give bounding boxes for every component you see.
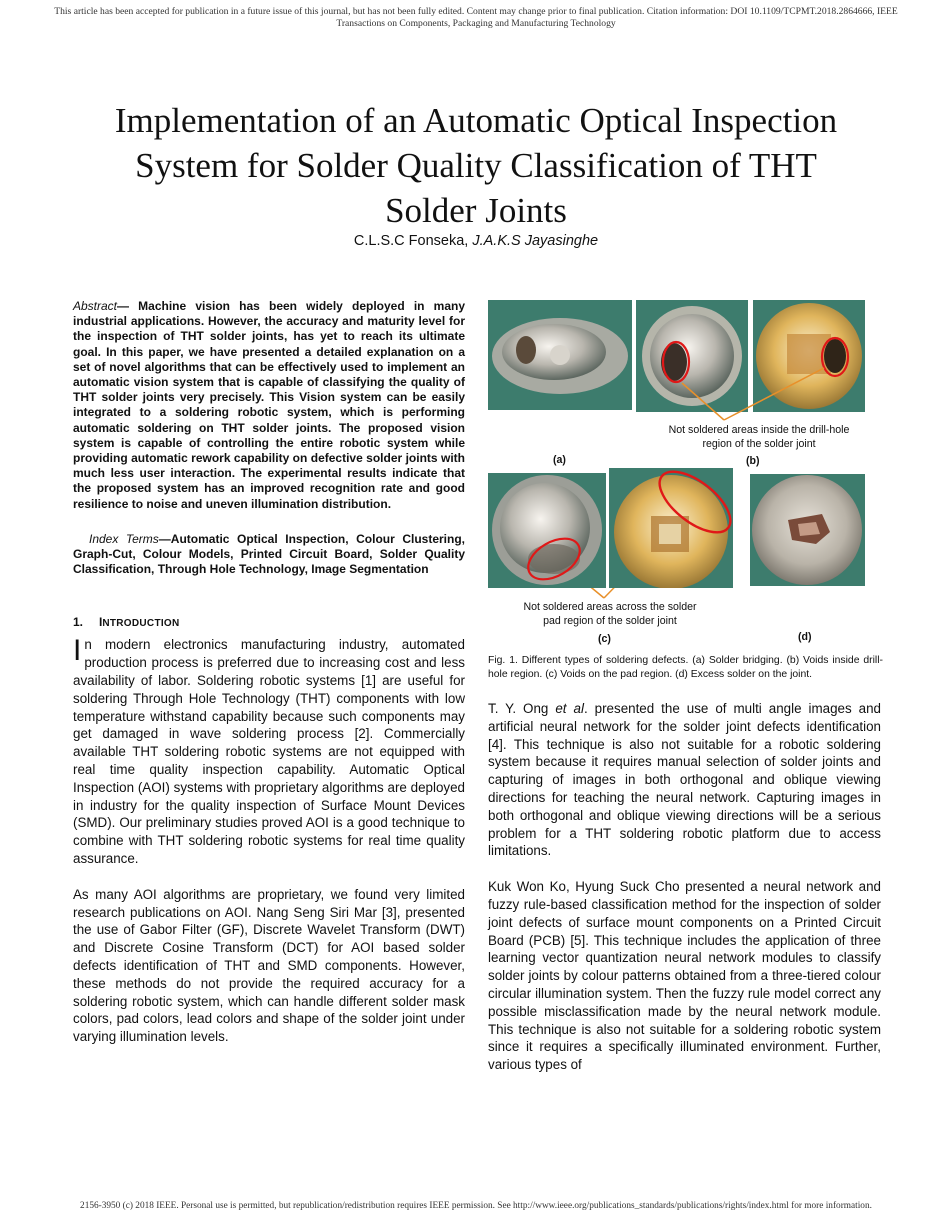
intro-paragraph-1 [73, 636, 465, 867]
annotation-drill-hole-line2: region of the solder joint [702, 438, 816, 450]
intro-paragraph-2: As many AOI algorithms are proprietary, we found very limited research publications on AOI. Nang Seng Siri Mar [3], presented the use of Gabor Filter (GF), Discrete Wavelet Transform (DWT) and Discrete Cosine Transform (DCT) for AOI based solder defects identification of THT and SMD components. However, these methods do not provide the required accuracy for a soldering robotic system, which can handle different solder mask colors, pad colors, lead colors and shape of the solder joint under varying illumination levels. [73, 886, 465, 1045]
left-column [73, 299, 465, 1064]
abstract-label: Abstract [73, 299, 118, 313]
figure-1 [486, 298, 882, 650]
label-c: (c) [598, 633, 611, 645]
author-1: C.L.S.C Fonseka, [353, 233, 473, 249]
right-column [488, 700, 881, 1092]
paper-title: Implementation of an Automatic Optical Inspection System for Solder Quality Classification of THT Solder Joints [114, 101, 838, 230]
annotation-drill-hole [636, 423, 882, 451]
header-note-line1: This article has been accepted for publication in a future issue of this journal, but has not been fully edited. Content may change prior to final publication. Citation information: DOI 10.1109/TCPMT.2018.2864666, IEEE [54, 6, 898, 17]
intro-paragraph-1-text: n modern electronics manufacturing industry, automated production process is preferred due to increasing cost and less availability of labor. Soldering robotic systems [1] are useful for soldering Through Hole Technology (THT) components with low temperature withstand capability because such components may get damaged in wave soldering process [2]. Commercially available THT soldering robotic systems are not equipped with real time quality inspection capability. Automatic Optical Inspection (AOI) systems with proprietary algorithms are deployed in industry for the quality inspection of Surface Mount Devices (SMD). Our preliminary studies proved AOI is a good technique to combine with THT soldering robotic systems for real time quality assurance. [73, 637, 465, 867]
label-b: (b) [746, 455, 760, 467]
label-a: (a) [553, 454, 566, 466]
index-terms-text: Automatic Optical Inspection, Colour Clustering, Graph-Cut, Colour Models, Printed Circuit Board, Solder Quality Classification, Through Hole Technology, Image Segmentation [73, 531, 465, 577]
intro-paragraph-4: Kuk Won Ko, Hyung Suck Cho presented a neural network and fuzzy rule-based classification method for the inspection of solder joint defects of surface mount components on a Printed Circuit Board (PCB) [5]. This technique includes the application of three learning vector quantization neural network modules to classify solder joints by colour patterns obtained from a three-tiered colour circular illumination system. Then the fuzzy rule model correct any possible misclassification made by the neural network module. This technique is also not suitable for a soldering robotic system since it requires a specifically illuminated environment. Further, various types of [488, 879, 881, 1073]
label-d: (d) [798, 631, 812, 643]
index-terms-dash: — [158, 531, 171, 546]
annotation-pad-region-line2: pad region of the solder joint [543, 615, 677, 627]
annotation-pad-region-line1: Not soldered areas across the solder [523, 601, 697, 613]
abstract-dash: — [117, 299, 139, 313]
index-terms-label: Index Terms [89, 531, 159, 546]
section-heading-introduction [73, 615, 465, 629]
photo-c-joint-1 [488, 473, 606, 588]
intro-paragraph-3 [488, 700, 881, 860]
section-title-initial: I [99, 615, 103, 630]
author-2: J.A.K.S Jayasinghe [472, 233, 599, 249]
annotation-pad-region [510, 600, 710, 628]
header-note [20, 6, 932, 30]
annotation-drill-hole-line1: Not soldered areas inside the drill-hole [668, 424, 850, 436]
footer-copyright: 2156-3950 (c) 2018 IEEE. Personal use is permitted, but republication/redistribution requires IEEE permission. See http://www.ieee.org/publications_standards/publications/rights/index.html for more information. [80, 1201, 872, 1211]
header-note-line2: Transactions on Components, Packaging and Manufacturing Technology [336, 18, 616, 29]
intro-paragraph-3-a: T. Y. Ong [488, 701, 556, 716]
photo-c-joint-2 [609, 468, 733, 588]
photo-d-excess-solder [750, 474, 865, 586]
section-title-rest: NTRODUCTION [102, 618, 180, 630]
intro-paragraph-3-etal: et al [555, 701, 584, 716]
author-line [96, 233, 856, 249]
abstract-text: Machine vision has been widely deployed in many industrial applications. However, the accuracy and maturity level for the inspection of THT solder joints, has yet to reach its ultimate goal. In this paper, we have presented a detailed explanation on a set of novel algorithms that can be effectively used to implement an automatic vision system that is capable of classifying the quality of THT solder joints very precisely. This Vision system can be easily integrated to a soldering robotic system, which is performing automatic soldering on THT solder joints. The proposed vision system is capable of controlling the entire robotic system while providing automatic rework capability on defective solder joints with much less user interaction. The experimental results indicate that the proposed system has an improved recognition rate and good resilience to noise and uneven illumination distribution. [73, 299, 465, 511]
intro-paragraph-3-b: . presented the use of multi angle images and artificial neural network for the solder joint defects identification [4]. This technique is also not suitable for a robotic soldering system because it requires manual selection of solder joints and capturing of images in both orthogonal and oblique viewing directions for teaching the neural network. Capturing images in both orthogonal and oblique viewing directions will be a serious problem for a THT soldering robotic platform due to access limitations. [488, 701, 881, 859]
section-number: 1. [73, 615, 84, 630]
figure-1-caption: Fig. 1. Different types of soldering defects. (a) Solder bridging. (b) Voids inside drill-hole region. (c) Voids on the pad region. (d) Excess solder on the joint. [488, 655, 883, 680]
index-terms [73, 532, 465, 578]
abstract [73, 299, 465, 512]
drop-cap: I [73, 634, 82, 668]
